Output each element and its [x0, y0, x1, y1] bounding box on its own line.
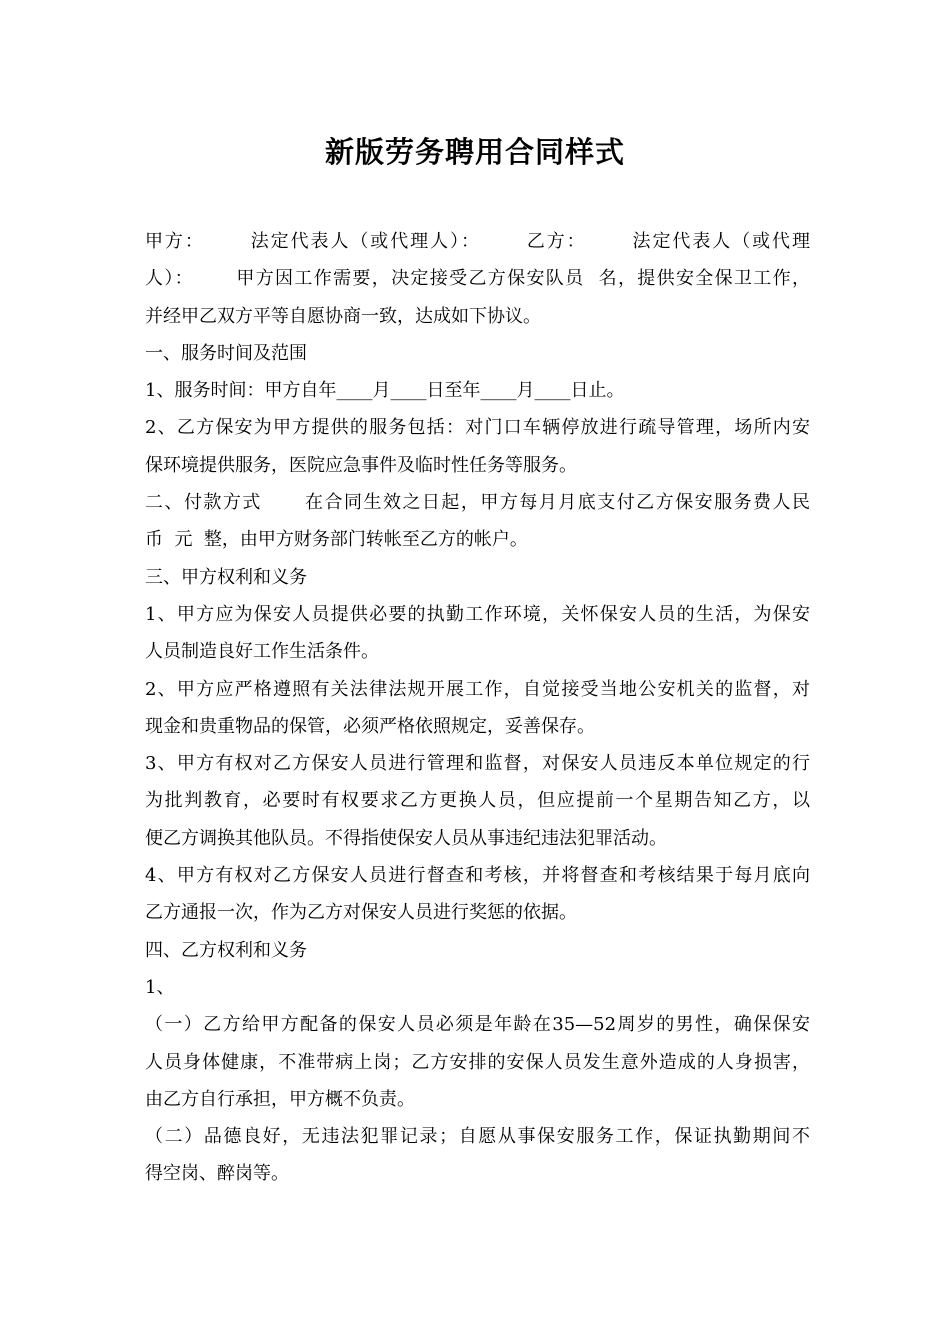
- document-line: 2、乙方保安为甲方提供的服务包括：对门口车辆停放进行疏导管理，场所内安: [145, 417, 810, 439]
- document-line: 4、甲方有权对乙方保安人员进行督查和考核，并将督查和考核结果于每月底向: [145, 865, 810, 887]
- document-line: 人员制造良好工作生活条件。: [145, 641, 379, 663]
- document-line: 二、付款方式 在合同生效之日起，甲方每月月底支付乙方保安服务费人民: [145, 492, 810, 514]
- document-line: （二）品德良好，无违法犯罪记录；自愿从事保安服务工作，保证执勤期间不: [145, 1126, 810, 1148]
- document-line: 乙方通报一次，作为乙方对保安人员进行奖惩的依据。: [145, 902, 577, 924]
- document-line: 并经甲乙双方平等自愿协商一致，达成如下协议。: [145, 305, 541, 327]
- document-line: 1、: [145, 976, 175, 998]
- document-line: 保环境提供服务，医院应急事件及临时性任务等服务。: [145, 454, 577, 476]
- document-body: [145, 223, 810, 1193]
- document-line: 为批判教育，必要时有权要求乙方更换人员，但应提前一个星期告知乙方，以: [145, 790, 810, 812]
- document-line: 便乙方调换其他队员。不得指使保安人员从事违纪违法犯罪活动。: [145, 827, 667, 849]
- document-title: 新版劳务聘用合同样式: [324, 135, 625, 169]
- document-line: （一）乙方给甲方配备的保安人员必须是年龄在35—52周岁的男性，确保保安: [145, 1014, 810, 1036]
- document-line: 由乙方自行承担，甲方概不负责。: [145, 1088, 415, 1110]
- document-line: 四、乙方权利和义务: [145, 939, 307, 961]
- document-line: 现金和贵重物品的保管，必须严格依照规定，妥善保存。: [145, 715, 595, 737]
- document-line: 1、甲方应为保安人员提供必要的执勤工作环境，关怀保安人员的生活，为保安: [145, 603, 810, 625]
- document-line: 三、甲方权利和义务: [145, 566, 307, 588]
- document-line: 得空岗、醉岗等。: [145, 1163, 289, 1185]
- document-line: 人员身体健康，不准带病上岗；乙方安排的安保人员发生意外造成的人身损害，: [145, 1051, 810, 1073]
- document-line: 甲方： 法定代表人（或代理人）： 乙方： 法定代表人（或代理: [145, 231, 810, 252]
- document-line: 2、甲方应严格遵照有关法律法规开展工作，自觉接受当地公安机关的监督，对: [145, 678, 810, 700]
- document-line: 币 元 整，由甲方财务部门转帐至乙方的帐户。: [145, 529, 528, 551]
- document-line: 3、甲方有权对乙方保安人员进行管理和监督，对保安人员违反本单位规定的行: [145, 753, 810, 775]
- document-line: 1、服务时间：甲方自年____月____日至年____月____日止。: [145, 380, 625, 402]
- document-line: 人）： 甲方因工作需要，决定接受乙方保安队员 名，提供安全保卫工作，: [145, 268, 810, 290]
- document-line: 一、服务时间及范围: [145, 342, 307, 364]
